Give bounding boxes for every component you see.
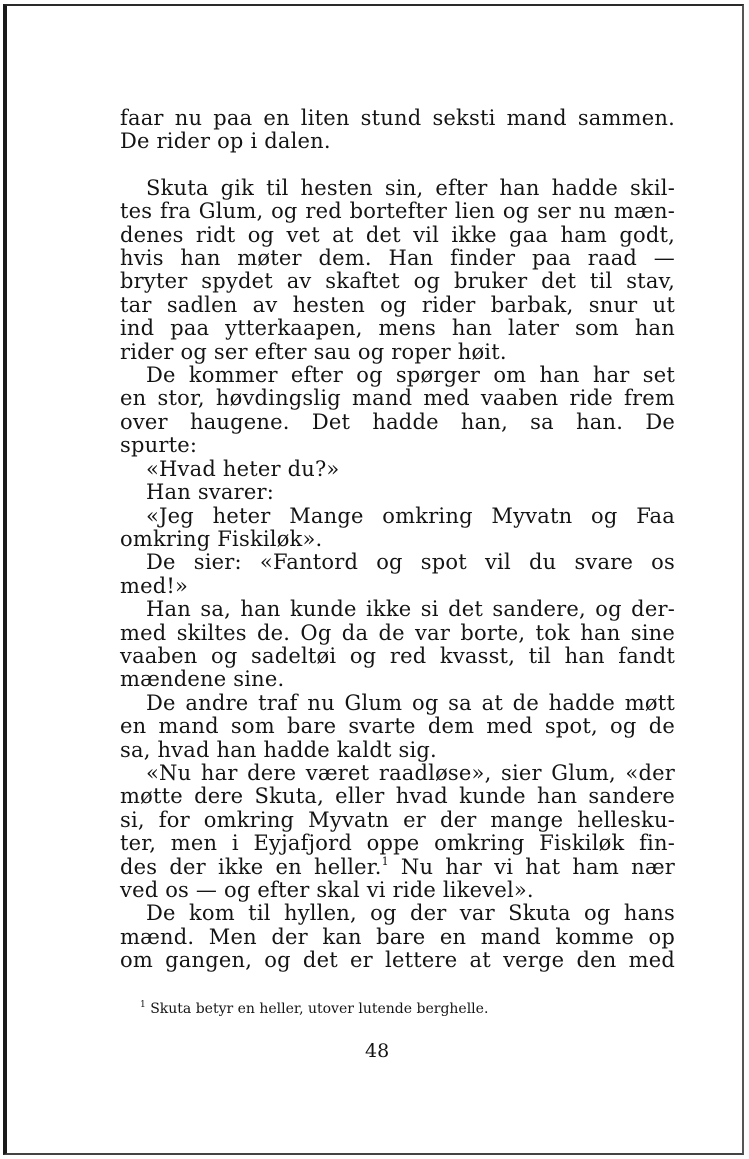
body-text (120, 107, 675, 973)
text-line: med skiltes de. Og da de var borte, tok han sine (120, 620, 675, 645)
text-line: De rider op i dalen. (120, 129, 331, 154)
text-line: sa, hvad han hadde kaldt sig. (120, 737, 437, 762)
footnote-reference: 1 (381, 854, 389, 868)
text-line: ved os — og efter skal vi ride likevel». (120, 878, 534, 902)
text-line-with-footnote (120, 856, 675, 879)
footnote-text: Skuta betyr en heller, utover lutende berghelle. (150, 1001, 489, 1017)
text-line: Han sa, han kunde ikke si det sandere, og der- (146, 597, 675, 622)
text-line: spurte: (120, 433, 198, 458)
paragraph-gap (120, 154, 675, 177)
text-line: hvis han møter dem. Han finder paa raad — (120, 246, 675, 271)
text-line: en mand som bare svarte dem med spot, og de (120, 714, 675, 739)
text-line: med!» (120, 573, 189, 598)
text-line: omkring Fiskiløk». (120, 526, 323, 551)
text-line: Skuta gik til hesten sin, efter han hadde skil- (146, 175, 675, 200)
text-line: mændene sine. (120, 667, 285, 692)
text-line: «Nu har dere været raadløse», sier Glum, «der (146, 760, 675, 785)
text-line: møtte dere Skuta, eller hvad kunde han sandere (120, 784, 675, 809)
text-line: Han svarer: (146, 480, 274, 505)
text-line: denes ridt og vet at det vil ikke gaa ham godt, (120, 222, 675, 247)
page-number: 48 (365, 1040, 390, 1062)
text-line: De andre traf nu Glum og sa at de hadde møtt (146, 690, 675, 715)
text-fragment: Nu har vi hat ham nær (388, 854, 675, 879)
text-line: «Hvad heter du?» (146, 456, 340, 481)
text-line: tes fra Glum, og red bortefter lien og ser nu mæn- (120, 199, 675, 224)
text-line: over haugene. Det hadde han, sa han. De (120, 409, 675, 434)
text-line: De kommer efter og spørger om han har set (146, 363, 675, 388)
text-line: rider og ser efter sau og roper høit. (120, 339, 507, 364)
text-line: ter, men i Eyjafjord oppe omkring Fiskiløk fin- (120, 831, 675, 856)
text-line: en stor, høvdingslig mand med vaaben ride frem (120, 386, 675, 411)
text-line: faar nu paa en liten stund seksti mand sammen. (120, 106, 675, 130)
text-line: bryter spydet av skaftet og bruker det til stav, (120, 269, 675, 294)
text-line: vaaben og sadeltøi og red kvasst, til han fandt (120, 643, 675, 668)
text-line: De kom til hyllen, og der var Skuta og hans (146, 901, 675, 926)
footnote (140, 996, 610, 1018)
text-line: om gangen, og det er lettere at verge den med (120, 948, 675, 973)
text-line: De sier: «Fantord og spot vil du svare os (146, 550, 675, 575)
text-line: si, for omkring Myvatn er der mange hellesku- (120, 807, 675, 832)
text-fragment: des der ikke en heller. (120, 854, 382, 879)
text-line: tar sadlen av hesten og rider barbak, snur ut (120, 292, 675, 317)
footnote-marker: 1 (140, 1000, 146, 1010)
text-line: ind paa ytterkaapen, mens han later som han (120, 316, 675, 341)
text-line: «Jeg heter Mange omkring Myvatn og Faa (146, 503, 675, 528)
text-line: mænd. Men der kan bare en mand komme op (120, 924, 675, 949)
